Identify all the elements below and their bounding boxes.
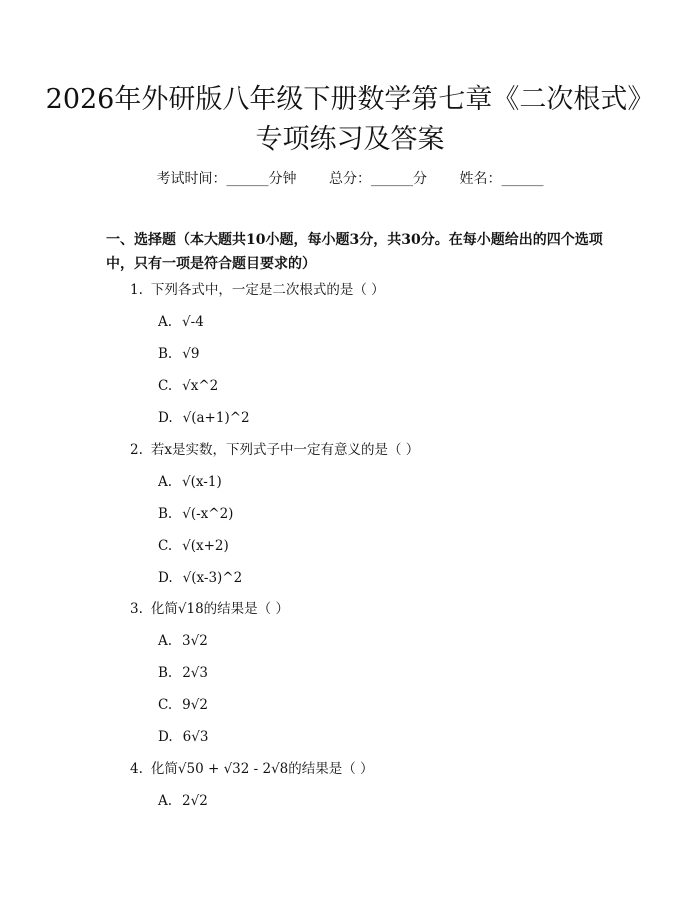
option-letter: A.	[158, 474, 173, 490]
option-4a	[158, 792, 208, 810]
option-2a	[158, 473, 222, 491]
question-text: 若x是实数，下列式子中一定有意义的是（ ）	[150, 442, 420, 458]
option-letter: D.	[158, 410, 173, 426]
option-text: √(a+1)^2	[182, 410, 250, 426]
option-3a	[158, 632, 208, 650]
option-letter: C.	[158, 538, 173, 554]
option-text: 6√3	[182, 729, 209, 745]
name-label: 姓名：______	[459, 171, 544, 187]
option-letter: C.	[158, 378, 173, 394]
question-number: 4.	[130, 761, 143, 777]
option-letter: B.	[158, 506, 173, 522]
question-number: 1.	[130, 282, 143, 298]
option-3c	[158, 696, 208, 714]
question-3	[130, 600, 289, 618]
option-2b	[158, 505, 233, 523]
question-text: 下列各式中，一定是二次根式的是（ ）	[150, 282, 385, 298]
option-1c	[158, 377, 218, 395]
option-text: √9	[182, 346, 200, 362]
option-text: √(x-1)	[182, 474, 222, 490]
question-number: 2.	[130, 442, 143, 458]
option-text: √x^2	[182, 378, 219, 394]
option-1a	[158, 313, 204, 331]
option-text: 2√3	[182, 665, 208, 681]
option-letter: D.	[158, 729, 173, 745]
option-text: √(-x^2)	[182, 506, 234, 522]
option-letter: A.	[158, 793, 173, 809]
question-1	[130, 281, 385, 299]
document-title: 2026年外研版八年级下册数学第七章《二次根式》专项练习及答案	[45, 84, 655, 155]
option-letter: B.	[158, 665, 173, 681]
option-text: √(x-3)^2	[182, 570, 243, 586]
section-header: 一、选择题（本大题共10小题，每小题3分，共30分。在每小题给出的四个选项中，只有一项是符合题目要求的）	[106, 232, 603, 272]
option-3b	[158, 664, 208, 682]
option-letter: D.	[158, 570, 173, 586]
option-letter: B.	[158, 346, 173, 362]
exam-time-label: 考试时间：______分钟	[156, 171, 297, 187]
question-text: 化简√18的结果是（ ）	[150, 601, 289, 617]
question-4	[130, 760, 374, 778]
option-2d	[158, 569, 242, 587]
option-text: 3√2	[182, 633, 208, 649]
question-2	[130, 441, 419, 459]
question-text: 化简√50 + √32 - 2√8的结果是（ ）	[150, 761, 374, 777]
option-3d	[158, 728, 208, 746]
option-1b	[158, 345, 199, 363]
option-2c	[158, 537, 229, 555]
option-1d	[158, 409, 250, 427]
option-letter: C.	[158, 697, 173, 713]
question-number: 3.	[130, 601, 143, 617]
option-text: √-4	[182, 314, 204, 330]
option-text: √(x+2)	[182, 538, 229, 554]
option-letter: A.	[158, 633, 173, 649]
option-text: 9√2	[182, 697, 208, 713]
total-score-label: 总分：______分	[329, 171, 427, 187]
option-letter: A.	[158, 314, 173, 330]
exam-meta-line	[0, 170, 700, 188]
option-text: 2√2	[182, 793, 208, 809]
